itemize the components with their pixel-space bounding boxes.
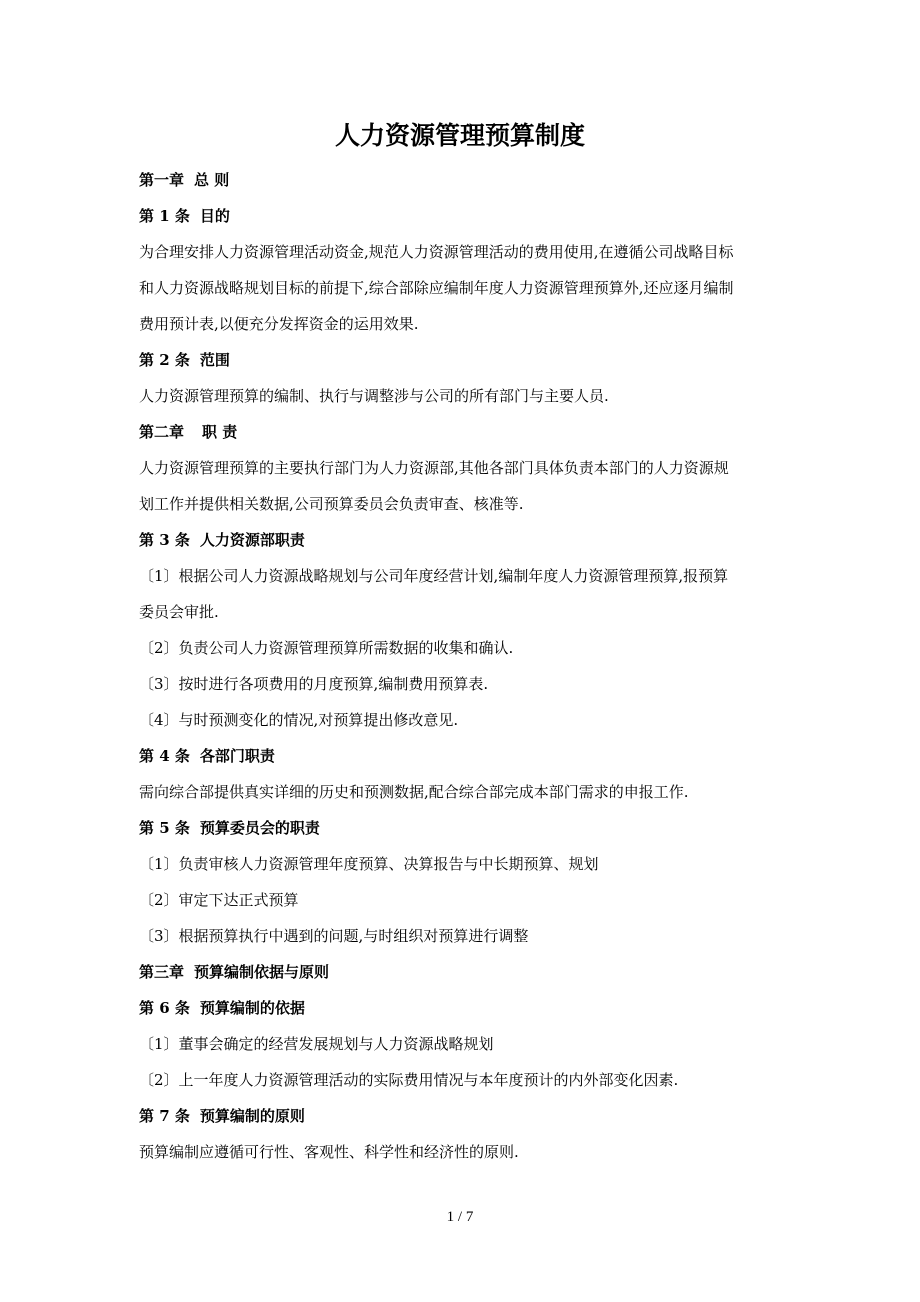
paragraph-line: 〔1〕根据公司人力资源战略规划与公司年度经营计划,编制年度人力资源管理预算,报预算 (139, 567, 729, 585)
paragraph-line: 人力资源管理预算的主要执行部门为人力资源部,其他各部门具体负责本部门的人力资源规 (139, 459, 729, 477)
heading-title: 预算编制的原则 (199, 1107, 305, 1125)
heading-number: 第 1 条 (139, 207, 190, 225)
document-body (139, 162, 789, 1170)
paragraph-line: 为合理安排人力资源管理活动资金,规范人力资源管理活动的费用使用,在遵循公司战略目标 (139, 243, 734, 261)
section-heading (139, 810, 789, 846)
paragraph-line: 人力资源管理预算的编制、执行与调整涉与公司的所有部门与主要人员. (139, 387, 609, 405)
heading-title: 预算编制依据与原则 (194, 963, 330, 981)
heading-number: 第 2 条 (139, 351, 190, 369)
paragraph-line: 划工作并提供相关数据,公司预算委员会负责审查、核准等. (139, 495, 524, 513)
paragraph-line: 需向综合部提供真实详细的历史和预测数据,配合综合部完成本部门需求的申报工作. (139, 783, 689, 801)
section-heading (139, 342, 789, 378)
heading-title: 各部门职责 (199, 747, 275, 765)
paragraph-line: 费用预计表,以便充分发挥资金的运用效果. (139, 315, 419, 333)
paragraph-line: 〔3〕根据预算执行中遇到的问题,与时组织对预算进行调整 (139, 927, 529, 945)
paragraph-line: 〔2〕上一年度人力资源管理活动的实际费用情况与本年度预计的内外部变化因素. (139, 1071, 679, 1089)
paragraph-line: 〔3〕按时进行各项费用的月度预算,编制费用预算表. (139, 675, 489, 693)
heading-title: 总 则 (194, 171, 230, 189)
heading-number: 第 7 条 (139, 1107, 190, 1125)
heading-number: 第 6 条 (139, 999, 190, 1017)
paragraph-line: 〔1〕董事会确定的经营发展规划与人力资源战略规划 (139, 1035, 494, 1053)
heading-number: 第 3 条 (139, 531, 190, 549)
heading-title: 职 责 (202, 423, 238, 441)
heading-title: 预算委员会的职责 (199, 819, 320, 837)
section-heading (139, 954, 789, 990)
paragraph-line: 预算编制应遵循可行性、客观性、科学性和经济性的原则. (139, 1143, 519, 1161)
section-heading (139, 990, 789, 1026)
section-heading (139, 198, 789, 234)
heading-number: 第一章 (139, 171, 185, 189)
heading-title: 预算编制的依据 (199, 999, 305, 1017)
heading-number: 第三章 (139, 963, 185, 981)
paragraph-line: 和人力资源战略规划目标的前提下,综合部除应编制年度人力资源管理预算外,还应逐月编制 (139, 279, 734, 297)
section-heading (139, 738, 789, 774)
paragraph-line: 〔1〕负责审核人力资源管理年度预算、决算报告与中长期预算、规划 (139, 855, 599, 873)
heading-number: 第二章 (139, 423, 185, 441)
section-heading (139, 162, 789, 198)
heading-title: 人力资源部职责 (199, 531, 305, 549)
paragraph-line: 〔2〕负责公司人力资源管理预算所需数据的收集和确认. (139, 639, 514, 657)
paragraph-line: 〔2〕审定下达正式预算 (139, 891, 299, 909)
section-heading (139, 522, 789, 558)
heading-number: 第 4 条 (139, 747, 190, 765)
paragraph-line: 〔4〕与时预测变化的情况,对预算提出修改意见. (139, 711, 459, 729)
paragraph-line: 委员会审批. (139, 603, 219, 621)
heading-title: 范围 (199, 351, 230, 369)
page-number: 1 / 7 (446, 1209, 474, 1225)
section-heading (139, 1098, 789, 1134)
heading-number: 第 5 条 (139, 819, 190, 837)
heading-title: 目的 (199, 207, 230, 225)
section-heading (139, 414, 789, 450)
document-title: 人力资源管理预算制度 (334, 121, 585, 150)
